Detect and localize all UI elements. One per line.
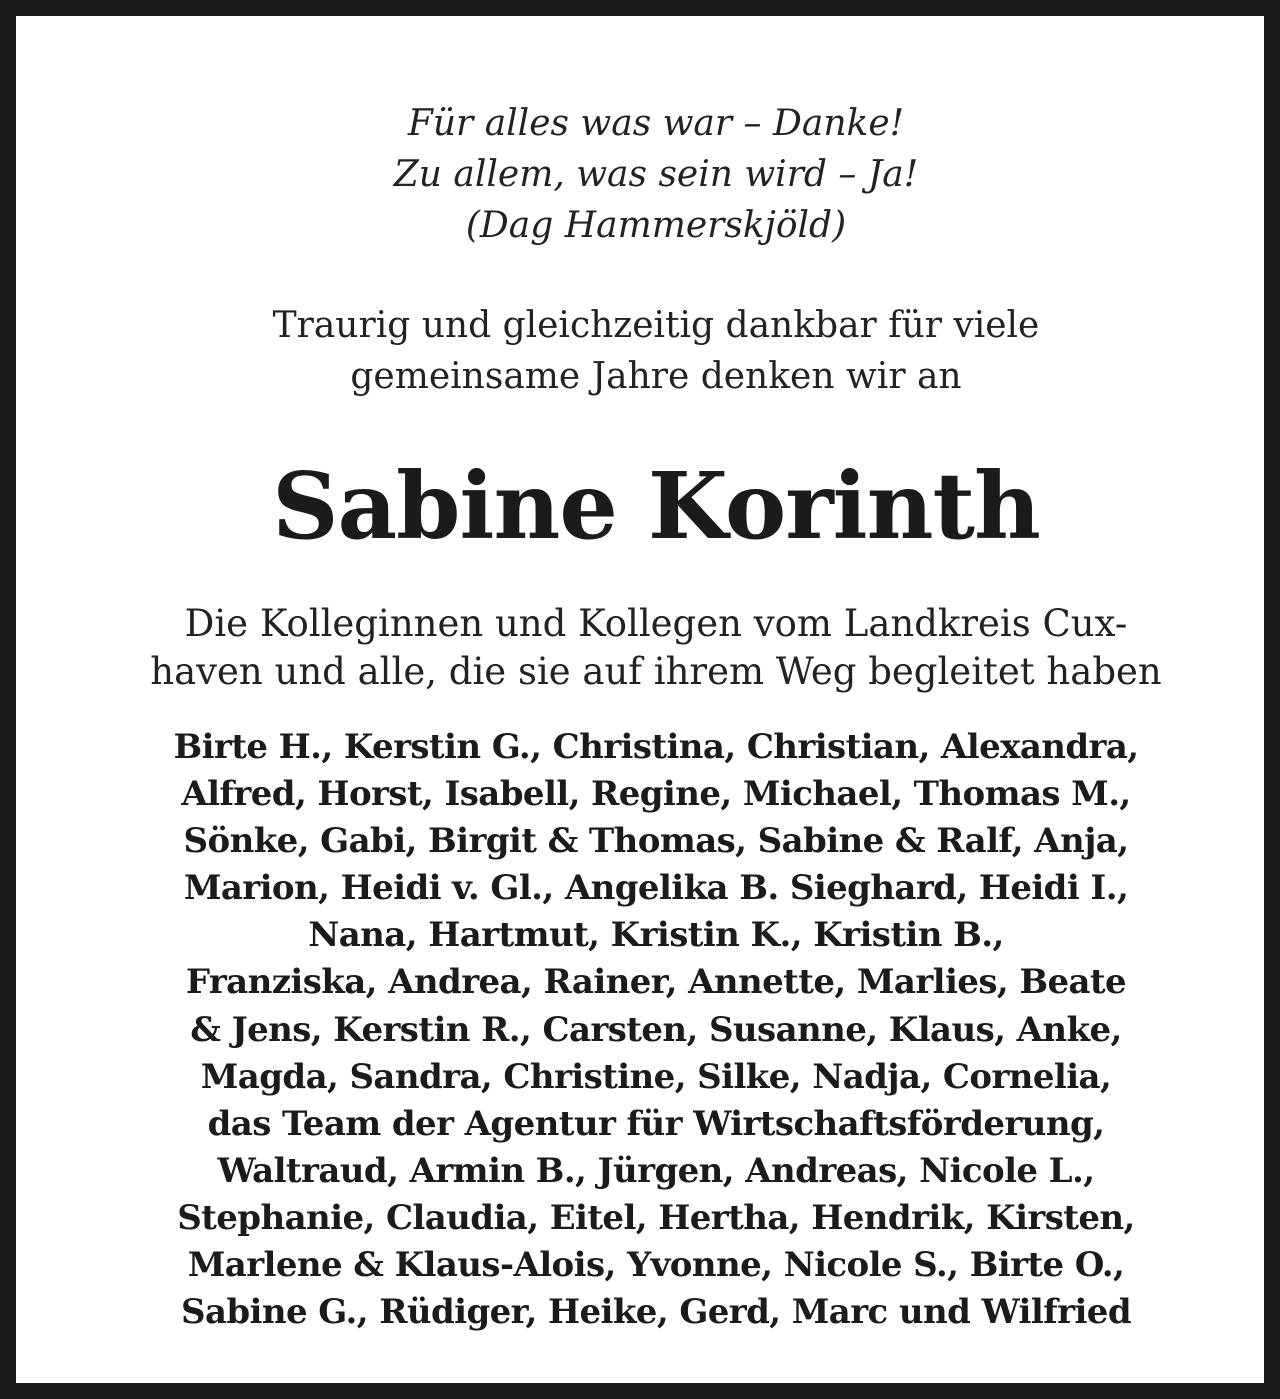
mourners-line: Birte H., Kerstin G., Christina, Christian, Alexandra, xyxy=(173,727,1139,767)
mourners-line: Sabine G., Rüdiger, Heike, Gerd, Marc und Wilfried xyxy=(181,1292,1131,1333)
mourners-line: Marlene & Klaus-Alois, Yvonne, Nicole S., Birte O., xyxy=(187,1245,1125,1286)
colleagues-text xyxy=(32,600,1280,696)
mourners-line: Marion, Heidi v. Gl., Angelika B. Sieghard, Heidi I., xyxy=(183,868,1129,909)
mourners-line: Waltraud, Armin B., Jürgen, Andreas, Nicole L., xyxy=(217,1150,1095,1191)
mourners-line: Sönke, Gabi, Birgit & Thomas, Sabine & Ralf, Anja, xyxy=(183,821,1129,862)
colleagues-line: haven und alle, die sie auf ihrem Weg begleitet haben xyxy=(150,650,1162,693)
quote-attribution: (Dag Hammerskjöld) xyxy=(465,205,847,246)
quote-line: Zu allem, was sein wird – Ja! xyxy=(393,154,919,195)
mourners-line: Nana, Hartmut, Kristin K., Kristin B., xyxy=(308,915,1004,956)
mourners-line: Stephanie, Claudia, Eitel, Hertha, Hendrik, Kirsten, xyxy=(177,1197,1135,1238)
mourners-line: Franziska, Andrea, Rainer, Annette, Marlies, Beate xyxy=(185,962,1127,1003)
intro-line: gemeinsame Jahre denken wir an xyxy=(350,356,962,397)
mourners-list xyxy=(32,724,1280,1336)
intro-line: Traurig und gleichzeitig dankbar für viele xyxy=(272,305,1040,346)
intro-text xyxy=(32,300,1280,402)
quote-block xyxy=(32,98,1280,251)
deceased-name: Sabine Korinth xyxy=(272,452,1040,560)
colleagues-line: Die Kolleginnen und Kollegen vom Landkreis Cux- xyxy=(184,602,1128,645)
mourners-line: Magda, Sandra, Christine, Silke, Nadja, Cornelia, xyxy=(200,1056,1112,1097)
mourners-line: & Jens, Kerstin R., Carsten, Susanne, Klaus, Anke, xyxy=(190,1009,1122,1050)
mourners-line: Alfred, Horst, Isabell, Regine, Michael, Thomas M., xyxy=(181,774,1131,815)
mourners-line: das Team der Agentur für Wirtschaftsförderung, xyxy=(207,1103,1105,1144)
quote-line: Für alles was war – Danke! xyxy=(407,103,905,144)
obituary-content xyxy=(32,32,1280,1399)
